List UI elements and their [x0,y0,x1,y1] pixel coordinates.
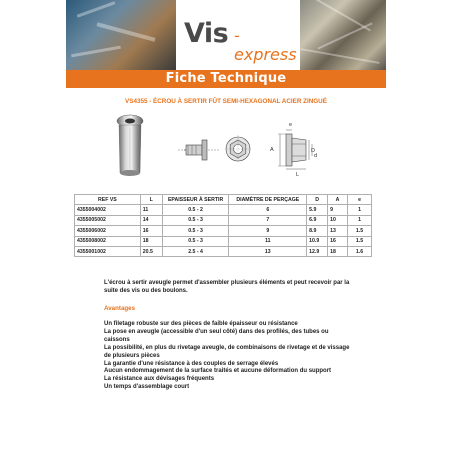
table-row [75,226,372,236]
cell-thickness: 2.5 - 4 [162,246,229,256]
header [66,0,386,70]
cell-l: 18 [140,236,162,246]
cell-thickness: 0.5 - 3 [162,215,229,225]
datasheet-page [66,0,386,452]
cell-thickness: 0.5 - 3 [162,226,229,236]
cell-l: 20.5 [140,246,162,256]
list-item: Un filetage robuste sur des pièces de faible épaisseur ou résistance [104,321,298,327]
cell-l: 14 [140,215,162,225]
cell-d: 8.9 [307,226,328,236]
table-row [75,236,372,246]
cell-a: 18 [328,246,348,256]
brand-logo [176,0,300,70]
cell-d: 6.9 [307,215,328,225]
cell-d: 12.9 [307,246,328,256]
cell-ref: 4355004002 [75,205,141,215]
header-photo-screws [300,0,386,70]
col-header-thickness: EPAISSEUR À SERTIR [162,195,229,205]
section-banner [66,70,386,88]
list-item: La pose en aveugle (accessible d'un seul côté) dans des profilés, des tubes ou caissons [104,328,329,343]
dimension-label-L: L [296,172,300,178]
brand-accent: -express [234,26,297,64]
header-photo-tools [66,0,176,70]
table-row [75,215,372,225]
cell-e: 1 [348,205,372,215]
product-photo [116,113,144,179]
cell-d: 5.9 [307,205,328,215]
cell-e: 1.5 [348,226,372,236]
cell-e: 1.5 [348,236,372,246]
list-item: Un temps d'assemblage court [104,384,190,391]
col-header-ref: REF VS [75,195,141,205]
nut-top-drawing [224,132,252,166]
cell-ref: 4355008002 [75,236,141,246]
advantages-heading: Avantages [104,305,136,312]
cell-e: 1 [348,215,372,225]
list-item: La garantie d'une résistance à des couples de serrage élevés [104,360,279,367]
list-item: La résistance aux dévisages fréquents [104,376,215,383]
cell-a: 13 [328,226,348,236]
cell-drill: 9 [229,226,307,236]
cell-ref: 4355001002 [75,246,141,256]
col-header-drill-diameter: DIAMÈTRE DE PERÇAGE [229,195,307,205]
list-item: Aucun endommagement de la surface traités et aucune déformation du support [104,368,332,375]
advantages-list [104,321,354,392]
nut-side-drawing [178,136,220,164]
cell-a: 10 [328,215,348,225]
cell-a: 9 [328,205,348,215]
cell-ref: 4355006002 [75,226,141,236]
dimension-label-A: A [270,147,274,153]
spec-table [74,194,372,257]
cell-thickness: 0.5 - 3 [162,236,229,246]
cell-l: 16 [140,226,162,236]
product-title: VS4355 - ÉCROU À SERTIR FÛT SEMI-HEXAGONAL ACIER ZINGUÉ [125,98,327,105]
cell-drill: 13 [229,246,307,256]
table-row [75,205,372,215]
col-header-e: e [348,195,372,205]
list-item: La possibilité, en plus du rivetage aveugle, de combinaisons de rivetage et de vissage de plusieurs pièces [104,344,350,359]
dimension-label-D: D [311,148,315,154]
table-row [75,246,372,256]
dimension-label-e: e [289,122,293,128]
cell-a: 16 [328,236,348,246]
brand-name: Vis [184,18,229,49]
col-header-l: L [140,195,162,205]
cell-e: 1.6 [348,246,372,256]
intro-paragraph: L'écrou à sertir aveugle permet d'assembler plusieurs éléments et peut recevoir par la suite des vis ou des boulons. [104,280,350,295]
cell-ref: 4355005002 [75,215,141,225]
col-header-a: A [328,195,348,205]
cell-l: 11 [140,205,162,215]
cell-drill: 7 [229,215,307,225]
cell-drill: 11 [229,236,307,246]
banner-title: Fiche Technique [165,71,287,86]
cell-d: 10.9 [307,236,328,246]
cell-drill: 6 [229,205,307,215]
dimension-label-d: d [314,153,318,159]
cell-thickness: 0.5 - 2 [162,205,229,215]
col-header-d: D [307,195,328,205]
table-header-row [75,195,372,205]
